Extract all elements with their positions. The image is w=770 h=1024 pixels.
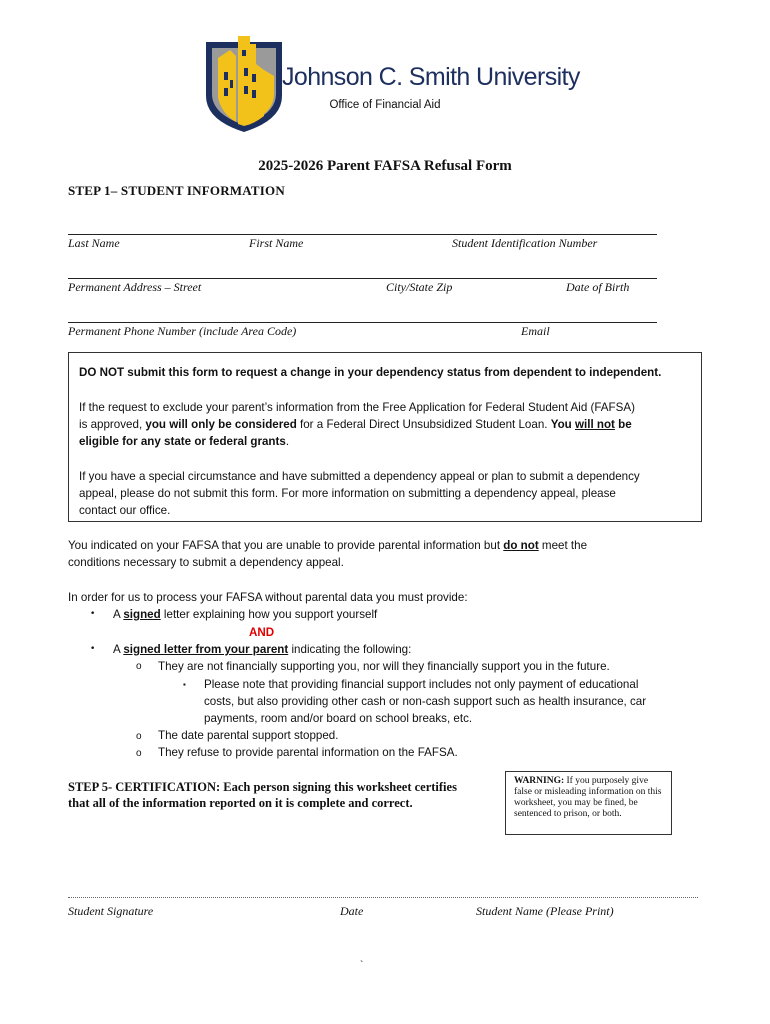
bold-underline-segment: signed: [123, 608, 161, 621]
bold-segment: eligible for any state or federal grants: [79, 435, 286, 448]
sub-item-2: The date parental support stopped.: [158, 729, 339, 742]
notice-p3-line1: If you have a special circumstance and have submitted a dependency appeal or plan to submit a dependency: [79, 470, 640, 483]
form-title: 2025-2026 Parent FAFSA Refusal Form: [258, 158, 512, 174]
bullet-icon: •: [90, 609, 96, 619]
bold-segment: You: [550, 418, 575, 431]
circle-bullet-icon: o: [136, 748, 142, 759]
text-segment: letter explaining how you support yourself: [160, 608, 378, 621]
footer-mark: `: [360, 960, 364, 971]
shield-crest-icon: [204, 36, 284, 136]
university-name: Johnson C. Smith University: [282, 63, 580, 91]
sub-sub-item-line1: Please note that providing financial support includes not only payment of educational: [204, 678, 639, 691]
label-last-name: Last Name: [68, 236, 120, 250]
bold-underline-segment: signed letter from your parent: [123, 643, 289, 656]
bullet-icon: •: [90, 644, 96, 654]
bold-underline-segment: do not: [503, 539, 539, 552]
sub-sub-item-line2: costs, but also providing other cash or non-cash support such as health insurance, car: [204, 695, 647, 708]
label-phone: Permanent Phone Number (include Area Code): [68, 324, 297, 338]
body-p1-line2: conditions necessary to submit a dependency appeal.: [68, 556, 344, 569]
step5-line1: STEP 5- CERTIFICATION: Each person signing this worksheet certifies: [68, 780, 457, 794]
label-student-signature: Student Signature: [68, 904, 154, 918]
square-bullet-icon: ▪: [183, 680, 186, 689]
label-date: Date: [340, 904, 364, 918]
label-student-id: Student Identification Number: [452, 236, 598, 250]
circle-bullet-icon: o: [136, 661, 142, 672]
notice-warning: DO NOT submit this form to request a change in your dependency status from dependent to independent.: [79, 366, 662, 379]
text-segment: A: [113, 643, 124, 656]
notice-p3-line3: contact our office.: [79, 504, 171, 517]
notice-p2-line3: [79, 433, 289, 450]
text-segment: for a Federal Direct Unsubsidized Student Loan.: [296, 418, 551, 431]
sub-item-1: They are not financially supporting you, nor will they financially support you in the future.: [158, 660, 610, 673]
bold-segment: you will only be considered: [145, 418, 297, 431]
field-line-contact[interactable]: [68, 322, 657, 323]
text-segment: A: [113, 608, 124, 621]
warning-box: [505, 771, 672, 835]
step5-certification: [68, 779, 488, 811]
text-segment: is approved,: [79, 418, 146, 431]
sub-sub-item-line3: payments, room and/or board on school breaks, etc.: [204, 712, 473, 725]
notice-box: [68, 352, 702, 522]
signature-line[interactable]: [68, 897, 698, 898]
step5-line2: that all of the information reported on it is complete and correct.: [68, 796, 413, 810]
requirement-1: [113, 606, 377, 623]
label-dob: Date of Birth: [566, 280, 630, 294]
body-p1-line1: [68, 537, 587, 554]
notice-p2-line1: If the request to exclude your parent’s information from the Free Application for Federal Student Aid (FAFSA): [79, 401, 635, 414]
field-line-address[interactable]: [68, 278, 657, 279]
and-separator: AND: [249, 626, 275, 639]
label-student-name: Student Name (Please Print): [476, 904, 614, 918]
label-city-state-zip: City/State Zip: [386, 280, 453, 294]
label-first-name: First Name: [249, 236, 304, 250]
step1-heading: STEP 1– STUDENT INFORMATION: [68, 183, 285, 198]
label-email: Email: [521, 324, 550, 338]
warning-label: WARNING:: [514, 776, 565, 786]
notice-p2-line2: [79, 416, 632, 433]
text-segment: .: [285, 435, 290, 448]
text-segment: You indicated on your FAFSA that you are unable to provide parental information but: [68, 539, 504, 552]
label-address: Permanent Address – Street: [68, 280, 202, 294]
text-segment: meet the: [538, 539, 588, 552]
notice-p3-line2: appeal, please do not submit this form. For more information on submitting a dependency appeal, please: [79, 487, 616, 500]
bold-underline-segment: will not: [574, 418, 615, 431]
warning-text: If you purposely give false or misleading information on this worksheet, you may be fined, be sentenced to prison, or both.: [514, 776, 662, 819]
text-segment: indicating the following:: [288, 643, 412, 656]
circle-bullet-icon: o: [136, 731, 142, 742]
body-p2: In order for us to process your FAFSA without parental data you must provide:: [68, 591, 468, 604]
bold-segment: be: [614, 418, 632, 431]
requirement-2: [113, 641, 411, 658]
field-line-name[interactable]: [68, 234, 657, 235]
sub-item-3: They refuse to provide parental information on the FAFSA.: [158, 746, 458, 759]
office-name: Office of Financial Aid: [329, 99, 441, 111]
